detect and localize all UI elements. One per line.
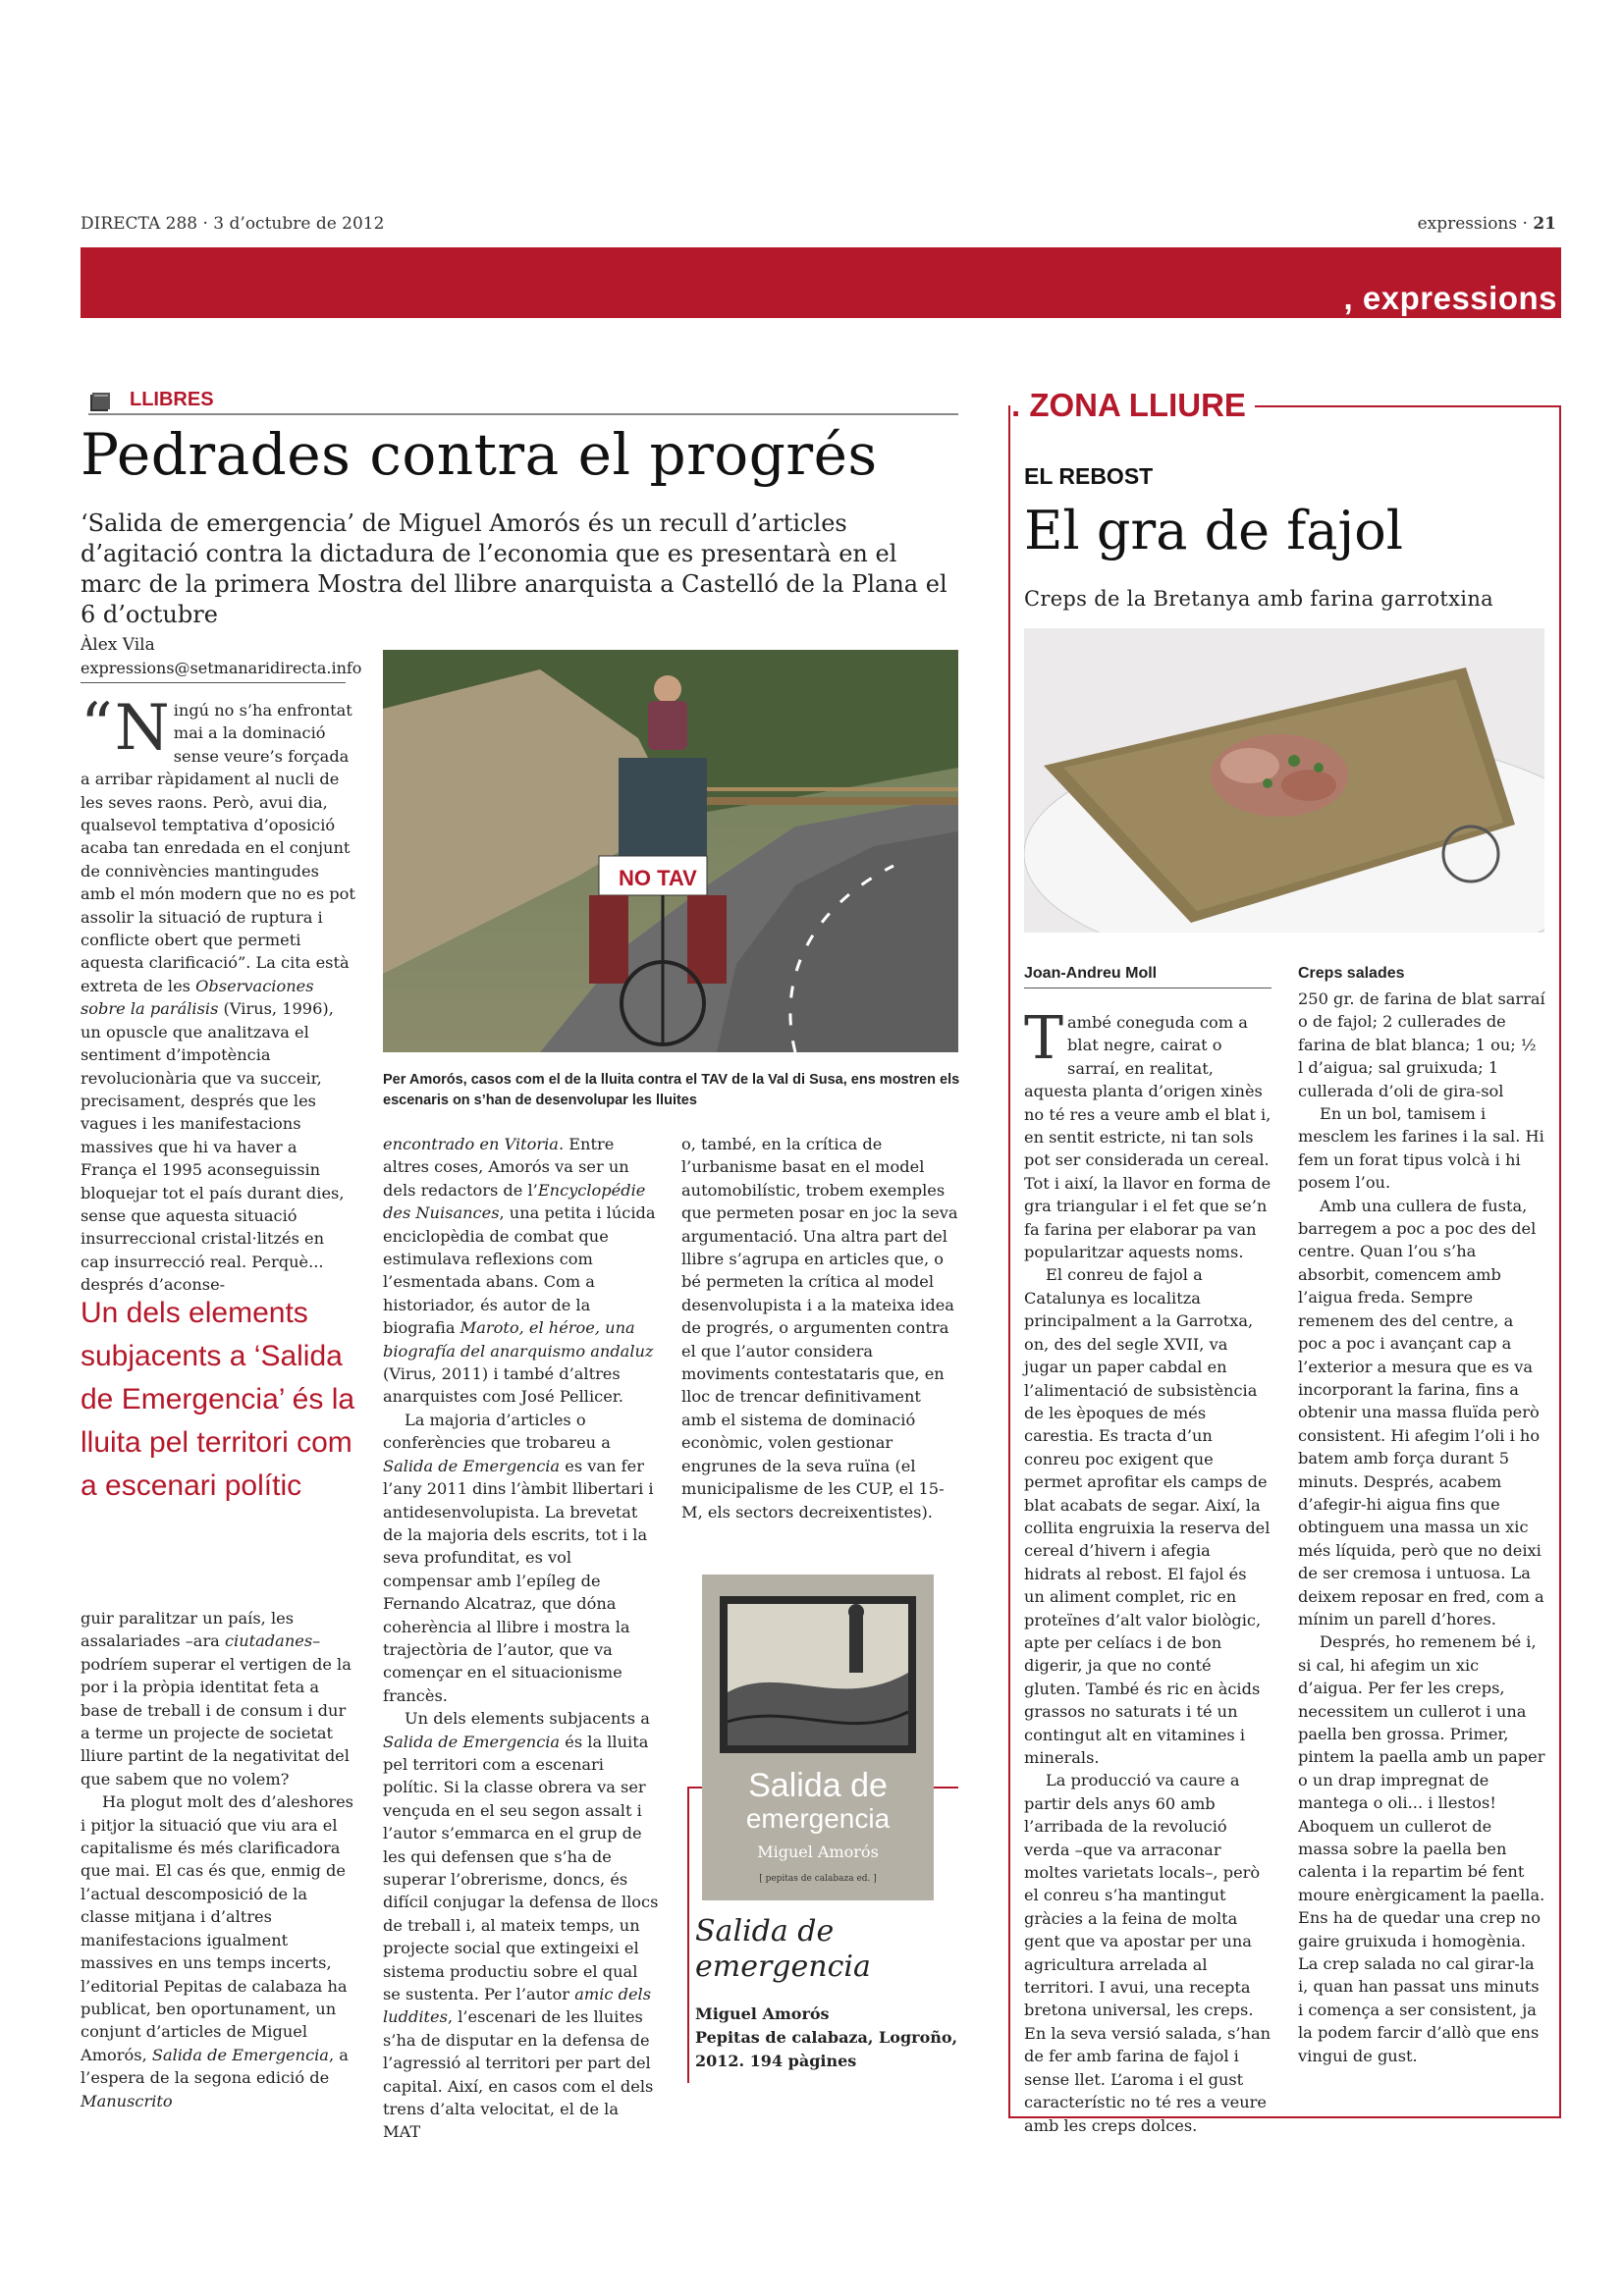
zona-lliure-label: . ZONA LLIURE xyxy=(1011,386,1254,425)
book-author: Miguel Amorós xyxy=(695,2004,830,2023)
dropcap-letter: N xyxy=(114,692,170,765)
body-italic: Encyclopédie des Nuisances xyxy=(383,1180,646,1223)
body-italic: encontrado en Vitoria xyxy=(383,1135,559,1153)
body-italic: Maroto, el héroe, una biografía del anarquismo andaluz xyxy=(383,1318,654,1361)
body-italic: Salida de Emergencia xyxy=(383,1456,561,1475)
body-text: El conreu de fajol a Catalunya es localitza principalment a la Garrotxa, on, des del segle XVII, va jugar un paper cabdal en l’alimentació de subsistència de les èpoques de més carestia. Es tracta d’un conreu poc exigent que permet aprofitar els camps de blat acabats de segar. Així, la collita engruixia la reserva del cereal d’hivern i afegia hidrats al rebost. El fajol és un aliment complet, ric en proteïnes d’alt valor biològic, apte per celíacs i de bon digerir, ja que no conté gluten. També és ric en àcids grassos no saturats i té un contingut alt en vitamines i minerals. xyxy=(1024,1265,1271,1767)
body-text: . Entre altres coses, Amorós va ser un dels redactors de l’ xyxy=(383,1135,629,1200)
sidebar-kicker: EL REBOST xyxy=(1024,463,1154,489)
article-column-1-top xyxy=(81,690,357,1297)
article-column-2 xyxy=(383,1133,660,2144)
body-text: guir paralitzar un país, les assalariades –ara xyxy=(81,1609,295,1651)
body-text: o, també, en la crítica de l’urbanisme basat en el model automobilístic, trobem exemples que permeten posar en joc la seva argumentació. Una altra part del llibre s’agrupa en articles que, o bé permeten la crítica al model desenvolupista i a la mateixa idea de progrés, o argumenten contra el que l’autor considera moviments contestataris que, en lloc de trencar definitivament amb el sistema de dominació econòmic, volen gestionar engrunes de la seva ruïna (el municipalisme de les CUP, el 15-M, els sectors decreixentistes). xyxy=(681,1135,958,1522)
running-head-left: DIRECTA 288 · 3 d’octubre de 2012 xyxy=(81,214,385,234)
photo-caption: Per Amorós, casos com el de la lluita contra el TAV de la Val di Susa, ens mostren els escenaris on s’han de desenvolupar les lluites xyxy=(383,1072,960,1108)
body-text: ambé coneguda com a blat negre, cairat o sarraí, en realitat, aquesta planta d’origen xinès no té res a veure amb el blat i, en sentit estricte, ni tan sols pot ser considerada un cereal. Tot i així, la llavor en forma de gra triangular i el fet que se’n fa farina per elaborar pa van popularitzar aquests noms. xyxy=(1024,1013,1271,1262)
recipe-ingredients: 250 gr. de farina de blat sarraí o de fajol; 2 cullerades de farina de blat blanca; 1 ou; ½ l d’aigua; sal gruixuda; 1 cullerada d’oli de gira-sol xyxy=(1298,989,1545,1100)
body-italic: Observaciones sobre la parálisis xyxy=(81,976,314,1019)
cyclist-photo xyxy=(383,650,958,1052)
book-year-pages: 2012. 194 pàgines xyxy=(695,2052,857,2070)
dropcap-letter: T xyxy=(1024,1004,1064,1073)
book-publisher: Pepitas de calabaza, Logroño, xyxy=(695,2028,958,2047)
no-tav-sign: NO TAV xyxy=(619,866,697,890)
section-name: expressions · xyxy=(1417,214,1534,234)
article-author: Àlex Vila xyxy=(81,635,155,655)
sidebar-column-1 xyxy=(1024,1004,1271,2137)
body-text: ingú no s’ha enfrontat mai a la dominació sense veure’s forçada a arribar ràpidament al nucli de les seves raons. Però, avui dia, qualsevol temptativa d’oposició acaba tan enredada en el conjunt de connivències mantingudes amb el món modern que no es pot assolir la situació de ruptura i conflicte obert que permeti aquesta clarificació”. La cita està extreta de les xyxy=(81,701,355,995)
body-italic: ciutadanes xyxy=(224,1631,313,1651)
section-tag xyxy=(88,388,958,415)
divider xyxy=(81,682,346,683)
body-text: es van fer l’any 2011 dins l’àmbit llibertari i antidesenvolupista. La brevetat de la majoria dels escrits, tot i la seva profunditat, es vol compensar amb l’epíleg de Fernando Alcatraz, que dóna coherència al llibre i mostra la trajectòria de l’autor, que va començar en el situacionisme francès. xyxy=(383,1456,654,1705)
zona-lliure-rule xyxy=(1255,405,1561,407)
article-column-3 xyxy=(681,1133,958,1523)
body-text: – podríem superar el vertigen de la por i la pròpia identitat feta a base de treball i de consum i dur a terme un projecte de societat lliure partint de la negativitat del que sabem que no volem? xyxy=(81,1631,352,1789)
body-text: (Virus, 2011) i també d’altres anarquistes com José Pellicer. xyxy=(383,1364,623,1407)
body-text: La producció va caure a partir dels anys 60 amb l’arribada de la revolució verda –que va arraconar moltes varietats locals–, però el conreu s’ha mantingut gràcies a la feina de molta gent que va apostar per una agricultura arrelada al territori. I avui, una recepta bretona universal, les creps. En la seva versió salada, s’han de fer amb farina de fajol i sense llet. L’aroma i el gust característic no té res a veure amb les creps dolces. xyxy=(1024,1771,1271,2135)
recipe-step: Després, ho remenem bé i, si cal, hi afegim un xic d’aigua. Per fer les creps, necessitem un cullerot i una paella ben grossa. Primer, pintem la paella amb un paper o un drap impregnat de mantega o oli... i llestos! Aboquem un cullerot de massa sobre la paella ben calenta i la repartim bé fent moure enèrgicament la paella. Ens ha de quedar una crep no gaire gruixuda i homogènia. La crep salada no cal girar-la i, quan han passat uns minuts i comença a ser consistent, ja la podem farcir d’allò que ens vingui de gust. xyxy=(1298,1632,1545,2065)
running-head-right xyxy=(1418,214,1556,234)
book-title-line-1: Salida de xyxy=(695,1914,835,1949)
cover-title-1: Salida de xyxy=(748,1767,888,1804)
body-text: , una petita i lúcida enciclopèdia de combat que estimulava reflexions com l’esmentada abans. Com a historiador, és autor de la biografia xyxy=(383,1203,656,1338)
page-number: 21 xyxy=(1533,214,1556,234)
section-banner-label: , expressions xyxy=(1343,280,1557,316)
recipe-step: En un bol, tamisem i mesclem les farines i la sal. Hi fem un forat tipus volcà i hi posem l’ou. xyxy=(1298,1104,1544,1193)
book-cover-art xyxy=(702,1575,934,1900)
article-lead: ‘Salida de emergencia’ de Miguel Amorós és un recull d’articles d’agitació contra la dictadura de l’economia que es presentarà en el marc de la primera Mostra del llibre anarquista a Castelló de la Plana el 6 d’octubre xyxy=(81,509,947,628)
body-text: Ha plogut molt des d’aleshores i pitjor la situació que viu ara el capitalisme és més clarificadora que mai. El cas és que, enmig de l’actual descomposició de la classe mitjana i d’altres manifestacions igualment massives en uns temps incerts, l’editorial Pepitas de calabaza ha publicat, ben oportunament, un conjunt d’articles de Miguel Amorós, xyxy=(81,1792,353,2064)
sidebar-column-2 xyxy=(1298,988,1545,2067)
body-text: , a l’espera de la segona edició de xyxy=(81,2045,349,2088)
body-text: Un dels elements subjacents a xyxy=(405,1709,650,1729)
book-title-line-2: emergencia xyxy=(695,1949,871,1984)
cover-title-2: emergencia xyxy=(745,1803,891,1834)
sidebar-title: El gra de fajol xyxy=(1024,500,1403,561)
body-text: , l’escenari de les lluites s’ha de disputar en la defensa de l’agressió al territori per part del capital. Així, en casos com el dels trens d’alta velocitat, el de la MAT xyxy=(383,2007,654,2142)
book-meta xyxy=(695,2002,957,2073)
book-cover xyxy=(702,1575,934,1900)
article-headline: Pedrades contra el progrés xyxy=(81,421,878,488)
cyclist-illustration xyxy=(383,650,958,1052)
book-title xyxy=(695,1914,871,1985)
crepe-photo xyxy=(1024,628,1544,933)
body-italic: Salida de Emergencia xyxy=(383,1732,561,1751)
section-label: LLIBRES xyxy=(130,389,214,410)
body-italic: amic dels luddites xyxy=(383,1985,652,2027)
body-italic: Salida de Emergencia xyxy=(151,2045,329,2064)
body-italic: Manuscrito xyxy=(81,2091,173,2110)
section-banner xyxy=(81,247,1561,318)
recipe-title: Creps salades xyxy=(1298,965,1405,982)
cover-footer: [ pepitas de calabaza ed. ] xyxy=(759,1874,877,1884)
recipe-step: Amb una cullera de fusta, barregem a poc a poc des del centre. Quan l’ou s’ha absorbit, comencem amb l’aigua freda. Sempre remenem des del centre, a poc a poc i avançant cap a l’exterior a mesura que es va incorporant la farina, fins a obtenir una massa fluïda però consistent. Hi afegim l’oli i ho batem amb força durant 5 minuts. Després, acabem d’afegir-hi aigua fins que obtinguem una massa un xic més líquida, però que no deixi de ser cremosa i untuosa. La deixem reposar en fred, com a mínim un parell d’hores. xyxy=(1298,1196,1544,1629)
pull-quote: Un dels elements subjacents a ‘Salida de Emergencia’ és la lluita pel territori com a escenari polític xyxy=(81,1297,355,1502)
sidebar-author: Joan-Andreu Moll xyxy=(1024,965,1158,982)
dropcap-quote: “ xyxy=(81,690,113,763)
body-text: La majoria d’articles o conferències que trobareu a xyxy=(383,1410,611,1453)
author-email[interactable]: expressions@setmanaridirecta.info xyxy=(81,659,362,677)
body-text: és la lluita pel territori com a escenari polític. Si la classe obrera va ser vençuda en el seu segon assalt i l’autor s’emmarca en el grup de les qui defensen que s’ha de superar l’obrerisme, doncs, és difícil conjugar la defensa de llocs de treball i, al mateix temps, un projecte social que extingeixi el sistema productiu sobre el qual se sustenta. Per l’autor xyxy=(383,1732,659,2004)
article-column-1-bottom xyxy=(81,1607,357,2112)
cover-author: Miguel Amorós xyxy=(757,1842,879,1861)
sidebar-subtitle: Creps de la Bretanya amb farina garrotxina xyxy=(1024,587,1493,611)
crepe-illustration xyxy=(1024,628,1544,933)
book-icon xyxy=(88,392,112,413)
body-text: (Virus, 1996), un opuscle que analitzava el sentiment d’impotència revolucionària que va succeir, precisament, després que les vagues i les manifestacions massives que hi va haver a França el 1995 aconseguissin bloquejar tot el país durant dies, sense que aquesta situació insurreccional cristal·litzés en cap insurrecció real. Perquè... després d’aconse- xyxy=(81,999,345,1295)
